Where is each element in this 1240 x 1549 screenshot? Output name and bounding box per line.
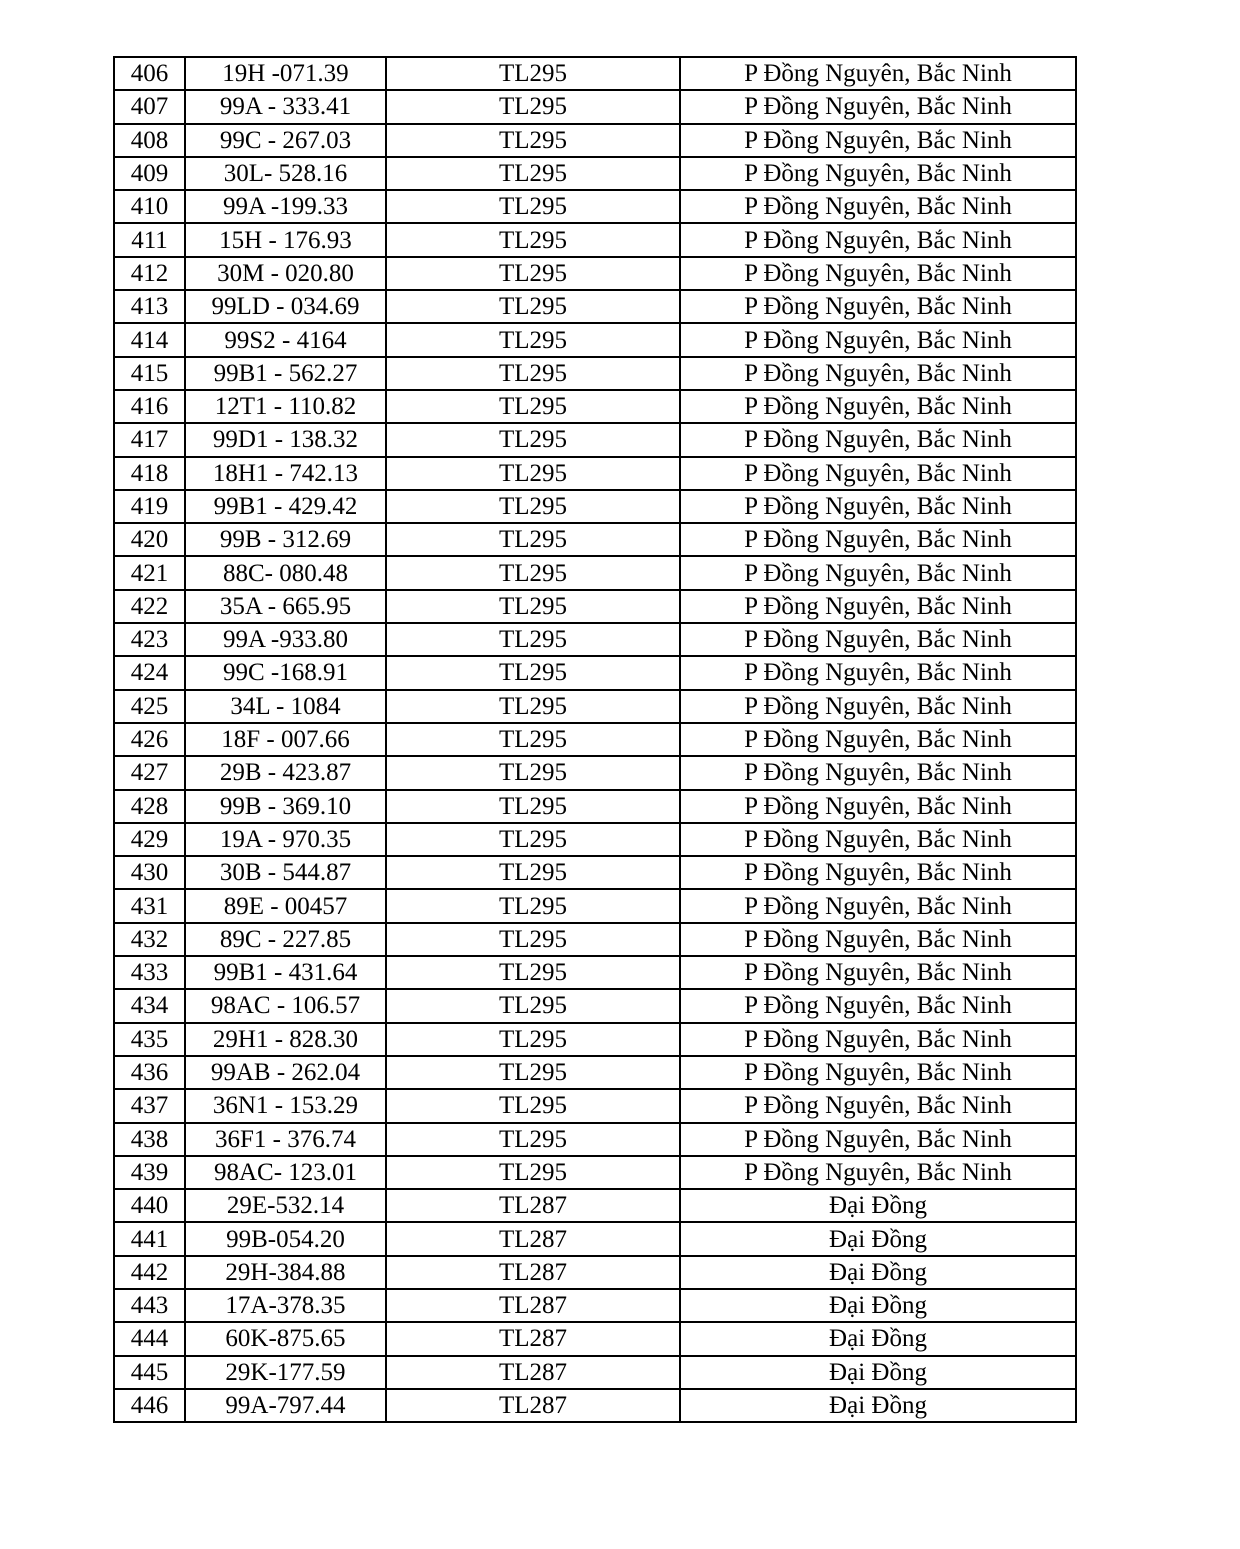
table-row: [114, 190, 1076, 223]
road-cell: TL295: [386, 756, 680, 789]
road-cell: TL287: [386, 1389, 680, 1422]
table-row: [114, 357, 1076, 390]
row-number-cell: 442: [114, 1256, 185, 1289]
row-number-cell: 446: [114, 1389, 185, 1422]
license-plate-cell: 12T1 - 110.82: [185, 390, 386, 423]
location-cell: P Đồng Nguyên, Bắc Ninh: [680, 956, 1076, 989]
location-cell: P Đồng Nguyên, Bắc Ninh: [680, 1089, 1076, 1122]
license-plate-cell: 29H1 - 828.30: [185, 1023, 386, 1056]
license-plate-cell: 99AB - 262.04: [185, 1056, 386, 1089]
location-cell: P Đồng Nguyên, Bắc Ninh: [680, 1156, 1076, 1189]
license-plate-cell: 99A-797.44: [185, 1389, 386, 1422]
license-plate-cell: 29B - 423.87: [185, 756, 386, 789]
row-number-cell: 413: [114, 290, 185, 323]
road-cell: TL295: [386, 124, 680, 157]
row-number-cell: 425: [114, 690, 185, 723]
table-row: [114, 1256, 1076, 1289]
row-number-cell: 419: [114, 490, 185, 523]
road-cell: TL295: [386, 357, 680, 390]
violation-table: [113, 56, 1077, 1423]
table-row: [114, 523, 1076, 556]
location-cell: P Đồng Nguyên, Bắc Ninh: [680, 623, 1076, 656]
table-row: [114, 1289, 1076, 1322]
table-row: [114, 590, 1076, 623]
location-cell: P Đồng Nguyên, Bắc Ninh: [680, 457, 1076, 490]
row-number-cell: 430: [114, 856, 185, 889]
location-cell: P Đồng Nguyên, Bắc Ninh: [680, 1123, 1076, 1156]
table-row: [114, 1222, 1076, 1255]
table-row: [114, 1156, 1076, 1189]
location-cell: Đại Đồng: [680, 1256, 1076, 1289]
road-cell: TL295: [386, 823, 680, 856]
license-plate-cell: 89E - 00457: [185, 889, 386, 922]
road-cell: TL295: [386, 856, 680, 889]
road-cell: TL295: [386, 989, 680, 1022]
row-number-cell: 426: [114, 723, 185, 756]
road-cell: TL295: [386, 57, 680, 90]
location-cell: P Đồng Nguyên, Bắc Ninh: [680, 656, 1076, 689]
table-row: [114, 956, 1076, 989]
row-number-cell: 424: [114, 656, 185, 689]
table-row: [114, 423, 1076, 456]
location-cell: P Đồng Nguyên, Bắc Ninh: [680, 257, 1076, 290]
license-plate-cell: 29H-384.88: [185, 1256, 386, 1289]
table-body: [114, 57, 1076, 1422]
row-number-cell: 439: [114, 1156, 185, 1189]
row-number-cell: 408: [114, 124, 185, 157]
location-cell: P Đồng Nguyên, Bắc Ninh: [680, 523, 1076, 556]
road-cell: TL287: [386, 1322, 680, 1355]
table-row: [114, 556, 1076, 589]
row-number-cell: 414: [114, 323, 185, 356]
road-cell: TL295: [386, 157, 680, 190]
row-number-cell: 445: [114, 1356, 185, 1389]
road-cell: TL295: [386, 457, 680, 490]
row-number-cell: 437: [114, 1089, 185, 1122]
table-row: [114, 1056, 1076, 1089]
license-plate-cell: 99B-054.20: [185, 1222, 386, 1255]
location-cell: P Đồng Nguyên, Bắc Ninh: [680, 423, 1076, 456]
row-number-cell: 407: [114, 90, 185, 123]
license-plate-cell: 99C - 267.03: [185, 124, 386, 157]
table-row: [114, 323, 1076, 356]
table-row: [114, 1123, 1076, 1156]
license-plate-cell: 19A - 970.35: [185, 823, 386, 856]
row-number-cell: 433: [114, 956, 185, 989]
row-number-cell: 428: [114, 790, 185, 823]
road-cell: TL295: [386, 290, 680, 323]
row-number-cell: 423: [114, 623, 185, 656]
table-row: [114, 690, 1076, 723]
license-plate-cell: 30M - 020.80: [185, 257, 386, 290]
table-row: [114, 889, 1076, 922]
table-row: [114, 656, 1076, 689]
license-plate-cell: 99C -168.91: [185, 656, 386, 689]
license-plate-cell: 18H1 - 742.13: [185, 457, 386, 490]
row-number-cell: 438: [114, 1123, 185, 1156]
license-plate-cell: 99LD - 034.69: [185, 290, 386, 323]
road-cell: TL287: [386, 1189, 680, 1222]
location-cell: P Đồng Nguyên, Bắc Ninh: [680, 124, 1076, 157]
license-plate-cell: 29E-532.14: [185, 1189, 386, 1222]
table-row: [114, 457, 1076, 490]
road-cell: TL295: [386, 590, 680, 623]
table-row: [114, 257, 1076, 290]
road-cell: TL295: [386, 423, 680, 456]
road-cell: TL287: [386, 1256, 680, 1289]
license-plate-cell: 19H -071.39: [185, 57, 386, 90]
license-plate-cell: 98AC- 123.01: [185, 1156, 386, 1189]
road-cell: TL295: [386, 923, 680, 956]
table-row: [114, 390, 1076, 423]
location-cell: P Đồng Nguyên, Bắc Ninh: [680, 323, 1076, 356]
license-plate-cell: 35A - 665.95: [185, 590, 386, 623]
license-plate-cell: 99B - 369.10: [185, 790, 386, 823]
row-number-cell: 409: [114, 157, 185, 190]
road-cell: TL287: [386, 1289, 680, 1322]
table-row: [114, 1023, 1076, 1056]
license-plate-cell: 36N1 - 153.29: [185, 1089, 386, 1122]
row-number-cell: 421: [114, 556, 185, 589]
license-plate-cell: 99S2 - 4164: [185, 323, 386, 356]
table-row: [114, 823, 1076, 856]
license-plate-cell: 99A - 333.41: [185, 90, 386, 123]
row-number-cell: 443: [114, 1289, 185, 1322]
table-row: [114, 756, 1076, 789]
location-cell: P Đồng Nguyên, Bắc Ninh: [680, 157, 1076, 190]
row-number-cell: 441: [114, 1222, 185, 1255]
row-number-cell: 431: [114, 889, 185, 922]
license-plate-cell: 99B1 - 429.42: [185, 490, 386, 523]
license-plate-cell: 99B1 - 431.64: [185, 956, 386, 989]
row-number-cell: 427: [114, 756, 185, 789]
location-cell: Đại Đồng: [680, 1356, 1076, 1389]
location-cell: Đại Đồng: [680, 1222, 1076, 1255]
row-number-cell: 434: [114, 989, 185, 1022]
license-plate-cell: 99B - 312.69: [185, 523, 386, 556]
location-cell: P Đồng Nguyên, Bắc Ninh: [680, 790, 1076, 823]
table-row: [114, 923, 1076, 956]
license-plate-cell: 29K-177.59: [185, 1356, 386, 1389]
license-plate-cell: 60K-875.65: [185, 1322, 386, 1355]
license-plate-cell: 98AC - 106.57: [185, 989, 386, 1022]
location-cell: P Đồng Nguyên, Bắc Ninh: [680, 223, 1076, 256]
table-row: [114, 1189, 1076, 1222]
license-plate-cell: 34L - 1084: [185, 690, 386, 723]
license-plate-cell: 99D1 - 138.32: [185, 423, 386, 456]
location-cell: P Đồng Nguyên, Bắc Ninh: [680, 490, 1076, 523]
license-plate-cell: 88C- 080.48: [185, 556, 386, 589]
license-plate-cell: 99A -199.33: [185, 190, 386, 223]
table-row: [114, 57, 1076, 90]
license-plate-cell: 99A -933.80: [185, 623, 386, 656]
table-row: [114, 989, 1076, 1022]
location-cell: P Đồng Nguyên, Bắc Ninh: [680, 556, 1076, 589]
table-row: [114, 1389, 1076, 1422]
location-cell: P Đồng Nguyên, Bắc Ninh: [680, 1023, 1076, 1056]
location-cell: P Đồng Nguyên, Bắc Ninh: [680, 290, 1076, 323]
location-cell: P Đồng Nguyên, Bắc Ninh: [680, 390, 1076, 423]
location-cell: P Đồng Nguyên, Bắc Ninh: [680, 1056, 1076, 1089]
table-row: [114, 124, 1076, 157]
location-cell: Đại Đồng: [680, 1189, 1076, 1222]
row-number-cell: 440: [114, 1189, 185, 1222]
location-cell: P Đồng Nguyên, Bắc Ninh: [680, 756, 1076, 789]
location-cell: P Đồng Nguyên, Bắc Ninh: [680, 57, 1076, 90]
road-cell: TL295: [386, 90, 680, 123]
road-cell: TL295: [386, 223, 680, 256]
road-cell: TL295: [386, 556, 680, 589]
location-cell: P Đồng Nguyên, Bắc Ninh: [680, 989, 1076, 1022]
road-cell: TL295: [386, 490, 680, 523]
location-cell: P Đồng Nguyên, Bắc Ninh: [680, 357, 1076, 390]
road-cell: TL287: [386, 1356, 680, 1389]
road-cell: TL295: [386, 1123, 680, 1156]
license-plate-cell: 18F - 007.66: [185, 723, 386, 756]
license-plate-cell: 99B1 - 562.27: [185, 357, 386, 390]
road-cell: TL295: [386, 690, 680, 723]
row-number-cell: 406: [114, 57, 185, 90]
row-number-cell: 417: [114, 423, 185, 456]
road-cell: TL295: [386, 1023, 680, 1056]
location-cell: Đại Đồng: [680, 1389, 1076, 1422]
table-row: [114, 90, 1076, 123]
license-plate-cell: 17A-378.35: [185, 1289, 386, 1322]
location-cell: P Đồng Nguyên, Bắc Ninh: [680, 590, 1076, 623]
road-cell: TL295: [386, 1056, 680, 1089]
location-cell: P Đồng Nguyên, Bắc Ninh: [680, 690, 1076, 723]
row-number-cell: 411: [114, 223, 185, 256]
location-cell: P Đồng Nguyên, Bắc Ninh: [680, 889, 1076, 922]
row-number-cell: 429: [114, 823, 185, 856]
location-cell: P Đồng Nguyên, Bắc Ninh: [680, 723, 1076, 756]
road-cell: TL295: [386, 656, 680, 689]
row-number-cell: 435: [114, 1023, 185, 1056]
location-cell: P Đồng Nguyên, Bắc Ninh: [680, 90, 1076, 123]
table-row: [114, 623, 1076, 656]
table-row: [114, 157, 1076, 190]
road-cell: TL295: [386, 623, 680, 656]
row-number-cell: 415: [114, 357, 185, 390]
license-plate-cell: 15H - 176.93: [185, 223, 386, 256]
location-cell: P Đồng Nguyên, Bắc Ninh: [680, 190, 1076, 223]
row-number-cell: 444: [114, 1322, 185, 1355]
road-cell: TL295: [386, 323, 680, 356]
table-row: [114, 1356, 1076, 1389]
license-plate-cell: 36F1 - 376.74: [185, 1123, 386, 1156]
row-number-cell: 412: [114, 257, 185, 290]
location-cell: Đại Đồng: [680, 1289, 1076, 1322]
row-number-cell: 410: [114, 190, 185, 223]
road-cell: TL295: [386, 956, 680, 989]
table-row: [114, 723, 1076, 756]
license-plate-cell: 30L- 528.16: [185, 157, 386, 190]
road-cell: TL295: [386, 257, 680, 290]
road-cell: TL295: [386, 1156, 680, 1189]
table-row: [114, 790, 1076, 823]
license-plate-cell: 30B - 544.87: [185, 856, 386, 889]
location-cell: Đại Đồng: [680, 1322, 1076, 1355]
table-row: [114, 1322, 1076, 1355]
road-cell: TL295: [386, 1089, 680, 1122]
table-row: [114, 856, 1076, 889]
row-number-cell: 418: [114, 457, 185, 490]
row-number-cell: 436: [114, 1056, 185, 1089]
license-plate-cell: 89C - 227.85: [185, 923, 386, 956]
table-row: [114, 490, 1076, 523]
table-row: [114, 1089, 1076, 1122]
road-cell: TL295: [386, 190, 680, 223]
table-row: [114, 290, 1076, 323]
row-number-cell: 416: [114, 390, 185, 423]
row-number-cell: 422: [114, 590, 185, 623]
road-cell: TL295: [386, 723, 680, 756]
road-cell: TL295: [386, 523, 680, 556]
location-cell: P Đồng Nguyên, Bắc Ninh: [680, 856, 1076, 889]
row-number-cell: 432: [114, 923, 185, 956]
location-cell: P Đồng Nguyên, Bắc Ninh: [680, 823, 1076, 856]
road-cell: TL287: [386, 1222, 680, 1255]
row-number-cell: 420: [114, 523, 185, 556]
road-cell: TL295: [386, 390, 680, 423]
road-cell: TL295: [386, 889, 680, 922]
road-cell: TL295: [386, 790, 680, 823]
table-row: [114, 223, 1076, 256]
location-cell: P Đồng Nguyên, Bắc Ninh: [680, 923, 1076, 956]
